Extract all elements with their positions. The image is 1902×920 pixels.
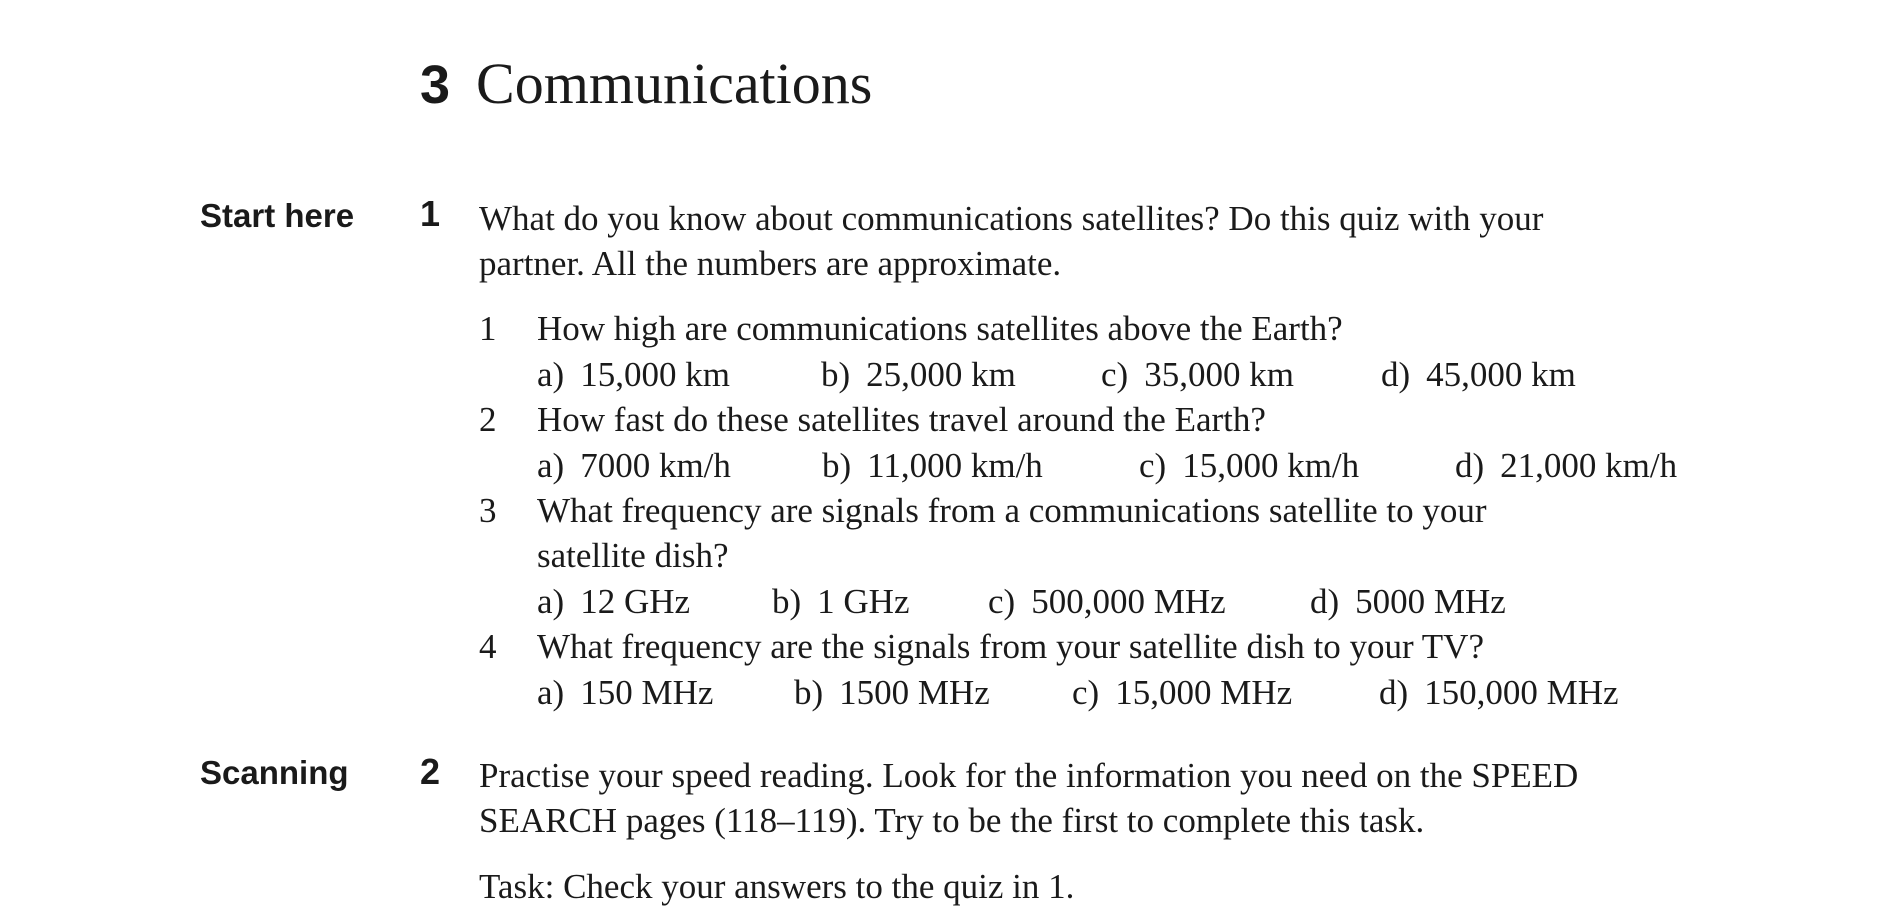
exercise-number-2: 2 xyxy=(420,751,441,792)
option xyxy=(1379,670,1619,715)
option xyxy=(1381,352,1576,397)
option-text: 12 GHz xyxy=(580,582,691,621)
option-letter: c) xyxy=(1101,355,1129,394)
instruction-line: SEARCH pages (118–119). Try to be the first to complete this task. xyxy=(479,801,1425,840)
question-text: How high are communications satellites above the Earth? xyxy=(537,309,1343,348)
option xyxy=(1310,579,1506,624)
options-row xyxy=(537,579,1506,624)
option xyxy=(794,670,1072,715)
question-text: How fast do these satellites travel around the Earth? xyxy=(537,400,1266,439)
option-text: 11,000 km/h xyxy=(867,446,1043,485)
exercise-1-instruction xyxy=(479,196,1543,286)
option-letter: a) xyxy=(537,446,565,485)
question-text-line: What frequency are signals from a communications satellite to your xyxy=(537,491,1487,530)
option-text: 5000 MHz xyxy=(1355,582,1506,621)
option-letter: c) xyxy=(988,582,1016,621)
option-letter: a) xyxy=(537,355,565,394)
exercise-2-task: Task: Check your answers to the quiz in 1. xyxy=(479,867,1075,906)
option-letter: d) xyxy=(1455,446,1485,485)
option-letter: a) xyxy=(537,673,565,712)
option-text: 150 MHz xyxy=(580,673,714,712)
option xyxy=(1455,443,1677,488)
question-text xyxy=(537,488,1487,578)
option xyxy=(1072,670,1379,715)
option xyxy=(537,352,821,397)
option xyxy=(822,443,1139,488)
unit-number: 3 xyxy=(420,55,451,115)
option-text: 45,000 km xyxy=(1426,355,1576,394)
option-letter: b) xyxy=(772,582,802,621)
option-letter: c) xyxy=(1072,673,1100,712)
instruction-line: partner. All the numbers are approximate. xyxy=(479,244,1062,283)
option-letter: b) xyxy=(794,673,824,712)
option-text: 500,000 MHz xyxy=(1031,582,1226,621)
option xyxy=(988,579,1310,624)
option-text: 35,000 km xyxy=(1144,355,1294,394)
option-text: 21,000 km/h xyxy=(1500,446,1678,485)
section-label-start-here: Start here xyxy=(200,197,355,234)
instruction-line: What do you know about communications satellites? Do this quiz with your xyxy=(479,199,1544,238)
option-letter: b) xyxy=(822,446,852,485)
option xyxy=(772,579,988,624)
options-row xyxy=(537,443,1677,488)
option xyxy=(821,352,1101,397)
question-number: 1 xyxy=(479,309,497,348)
option-text: 150,000 MHz xyxy=(1424,673,1619,712)
option xyxy=(537,443,822,488)
instruction-line: Practise your speed reading. Look for the information you need on the SPEED xyxy=(479,756,1579,795)
option-text: 1 GHz xyxy=(817,582,910,621)
question-text: What frequency are the signals from your satellite dish to your TV? xyxy=(537,627,1484,666)
option xyxy=(1139,443,1455,488)
option-text: 15,000 MHz xyxy=(1115,673,1293,712)
question-text-line: satellite dish? xyxy=(537,536,729,575)
options-row xyxy=(537,670,1619,715)
option xyxy=(1101,352,1381,397)
section-label-scanning: Scanning xyxy=(200,754,349,791)
option-letter: d) xyxy=(1310,582,1340,621)
unit-heading xyxy=(420,50,872,117)
option-text: 15,000 km/h xyxy=(1182,446,1360,485)
option-text: 7000 km/h xyxy=(580,446,731,485)
option-letter: a) xyxy=(537,582,565,621)
question-number: 4 xyxy=(479,627,497,666)
option xyxy=(537,579,772,624)
question-number: 3 xyxy=(479,491,497,530)
options-row xyxy=(537,352,1576,397)
option-letter: c) xyxy=(1139,446,1167,485)
option xyxy=(537,670,794,715)
option-letter: d) xyxy=(1379,673,1409,712)
option-letter: b) xyxy=(821,355,851,394)
unit-title: Communications xyxy=(476,51,873,116)
option-letter: d) xyxy=(1381,355,1411,394)
option-text: 1500 MHz xyxy=(839,673,990,712)
exercise-number-1: 1 xyxy=(420,193,441,234)
exercise-2-instruction xyxy=(479,753,1578,843)
question-number: 2 xyxy=(479,400,497,439)
option-text: 15,000 km xyxy=(580,355,730,394)
option-text: 25,000 km xyxy=(866,355,1016,394)
